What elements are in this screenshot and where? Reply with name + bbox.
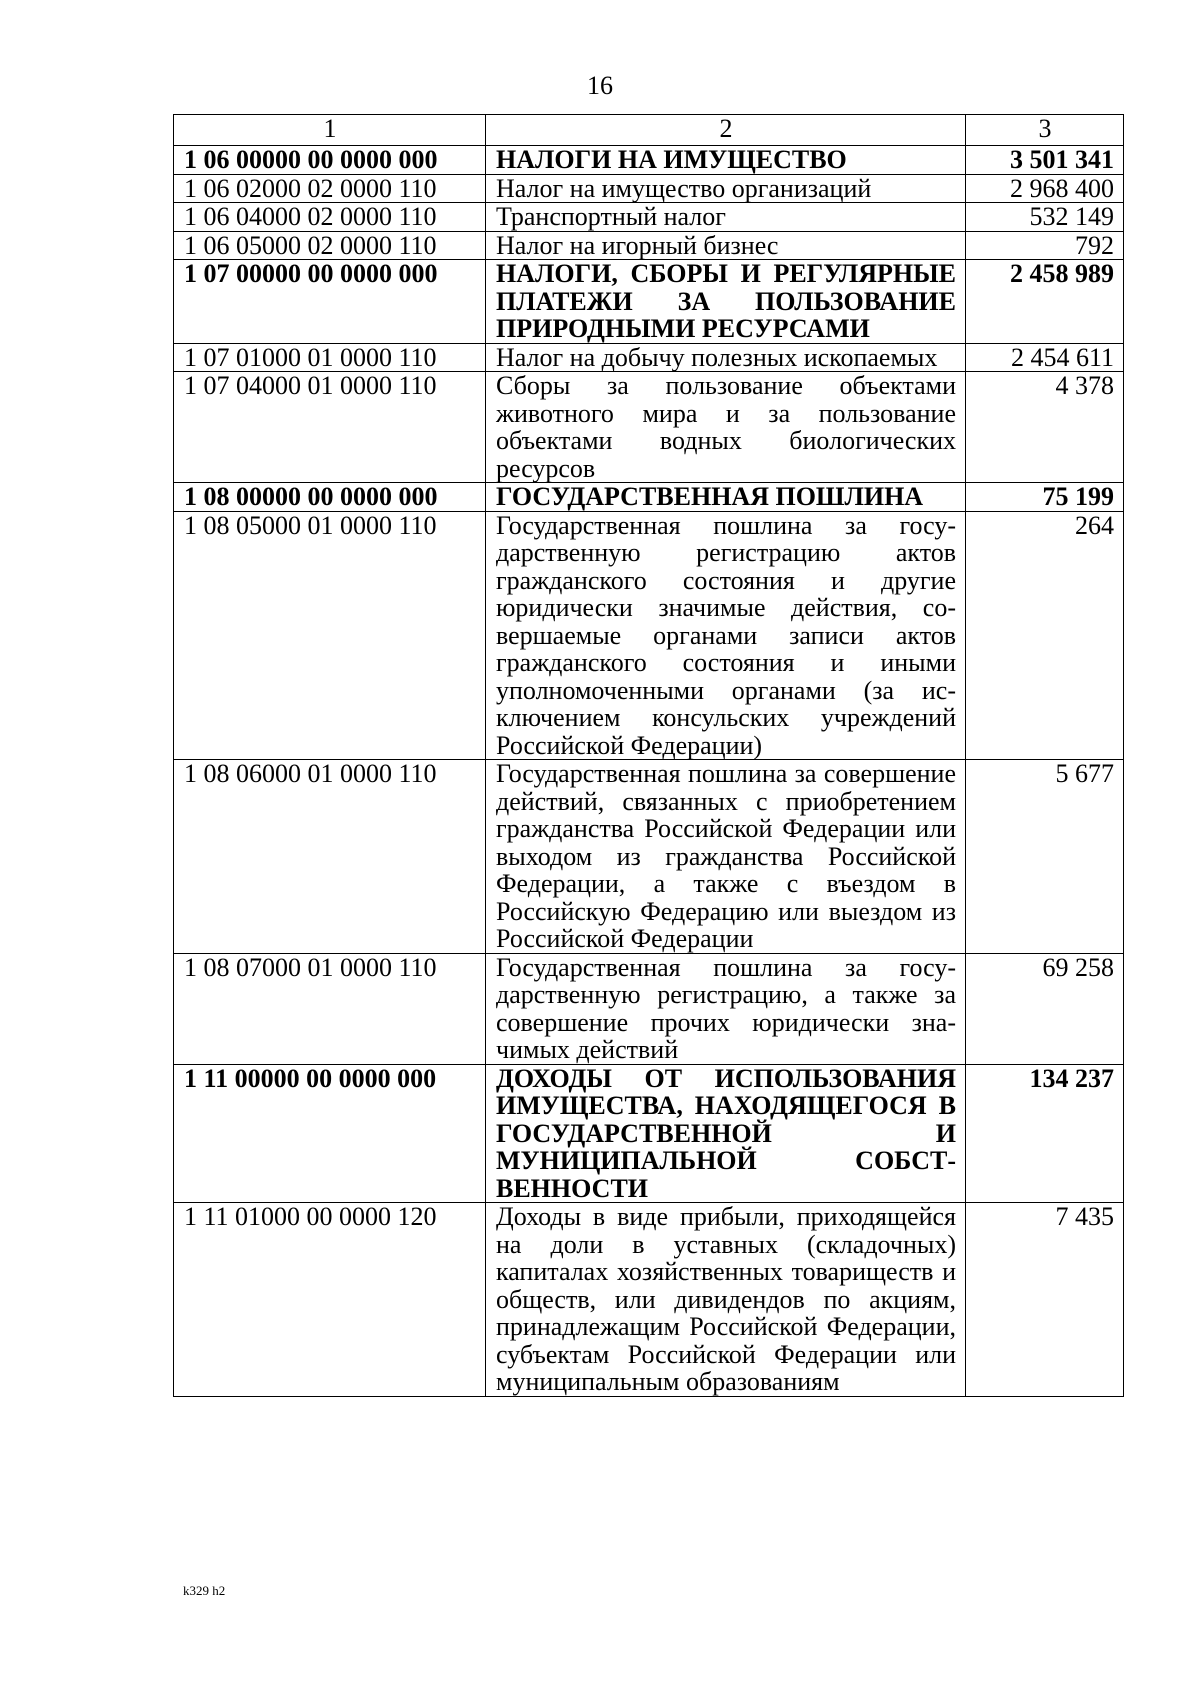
row-name-cell: ДОХОДЫ ОТ ИСПОЛЬЗОВАНИЯ ИМУЩЕСТВА, НАХОДЯЩЕГОСЯ В ГОСУДАРСТВЕННОЙ И МУНИЦИПАЛЬНОЙ СОБСТВЕННОСТИ — [486, 1064, 966, 1203]
row-amount-cell: 2 458 989 — [966, 260, 1124, 344]
page-number: 16 — [587, 71, 613, 100]
row-name-cell: Государственная пошлина за совершение действий, связанных с приобретением гражданства Российской Федерации или выходом из гражданства Российской Федерации, а также с въездом в Российскую Федерацию или выездом из Российской Федерации — [486, 760, 966, 954]
row-name-cell: Налог на игорный бизнес — [486, 231, 966, 260]
row-amount-cell: 5 677 — [966, 760, 1124, 954]
row-amount-cell: 69 258 — [966, 953, 1124, 1064]
table-row — [174, 231, 1124, 260]
row-amount-cell: 264 — [966, 511, 1124, 760]
row-name-cell: Транспортный налог — [486, 203, 966, 232]
table-row — [174, 511, 1124, 760]
row-amount-cell: 2 968 400 — [966, 174, 1124, 203]
row-code-cell: 1 08 05000 01 0000 110 — [174, 511, 486, 760]
row-code-cell: 1 06 02000 02 0000 110 — [174, 174, 486, 203]
row-code-cell: 1 11 00000 00 0000 000 — [174, 1064, 486, 1203]
row-code-cell: 1 08 00000 00 0000 000 — [174, 483, 486, 512]
table-row — [174, 174, 1124, 203]
row-name-cell: НАЛОГИ, СБОРЫ И РЕГУЛЯРНЫЕ ПЛАТЕЖИ ЗА ПОЛЬЗОВАНИЕ ПРИРОДНЫМИ РЕСУРСАМИ — [486, 260, 966, 344]
row-code-cell: 1 07 00000 00 0000 000 — [174, 260, 486, 344]
revenue-table — [173, 114, 1124, 1397]
row-code-cell: 1 06 04000 02 0000 110 — [174, 203, 486, 232]
row-name-cell: Доходы в виде прибыли, приходящейся на доли в уставных (складочных) капиталах хозяйственных товариществ и обществ, или дивидендов по акциям, принадлежащим Российской Федерации, субъектам Российской Федерации или муниципальным образованиям — [486, 1203, 966, 1397]
row-name-cell: ГОСУДАРСТВЕННАЯ ПОШЛИНА — [486, 483, 966, 512]
table-row — [174, 483, 1124, 512]
column-header-amount: 3 — [966, 115, 1124, 146]
table-row — [174, 372, 1124, 483]
column-header-name: 2 — [486, 115, 966, 146]
table-row — [174, 260, 1124, 344]
row-amount-cell: 7 435 — [966, 1203, 1124, 1397]
row-amount-cell: 532 149 — [966, 203, 1124, 232]
row-code-cell: 1 07 01000 01 0000 110 — [174, 343, 486, 372]
row-name-cell: Государственная пошлина за государственную регистрацию, а также за совершение прочих юридически значимых действий — [486, 953, 966, 1064]
table-row — [174, 1064, 1124, 1203]
row-amount-cell: 134 237 — [966, 1064, 1124, 1203]
row-name-cell: Государственная пошлина за государственную регистрацию актов гражданского состояния и другие юридически значимые действия, совершаемые органами записи актов гражданского состояния и иными уполномоченными органами (за исключением консульских учреждений Российской Федерации) — [486, 511, 966, 760]
header-row — [174, 115, 1124, 146]
column-header-code: 1 — [174, 115, 486, 146]
row-code-cell: 1 06 00000 00 0000 000 — [174, 146, 486, 175]
row-amount-cell: 75 199 — [966, 483, 1124, 512]
row-amount-cell: 3 501 341 — [966, 146, 1124, 175]
row-name-cell: Налог на имущество организаций — [486, 174, 966, 203]
row-amount-cell: 4 378 — [966, 372, 1124, 483]
table-row — [174, 146, 1124, 175]
row-amount-cell: 2 454 611 — [966, 343, 1124, 372]
row-amount-cell: 792 — [966, 231, 1124, 260]
row-code-cell: 1 06 05000 02 0000 110 — [174, 231, 486, 260]
table-row — [174, 1203, 1124, 1397]
row-code-cell: 1 07 04000 01 0000 110 — [174, 372, 486, 483]
row-code-cell: 1 08 06000 01 0000 110 — [174, 760, 486, 954]
document-footer-code: k329 h2 — [183, 1583, 226, 1598]
row-code-cell: 1 08 07000 01 0000 110 — [174, 953, 486, 1064]
table-row — [174, 760, 1124, 954]
table-row — [174, 203, 1124, 232]
table-row — [174, 953, 1124, 1064]
row-name-cell: Налог на добычу полезных ископаемых — [486, 343, 966, 372]
row-name-cell: НАЛОГИ НА ИМУЩЕСТВО — [486, 146, 966, 175]
row-code-cell: 1 11 01000 00 0000 120 — [174, 1203, 486, 1397]
row-name-cell: Сборы за пользование объектами животного мира и за пользование объектами водных биологических ресурсов — [486, 372, 966, 483]
table-row — [174, 343, 1124, 372]
